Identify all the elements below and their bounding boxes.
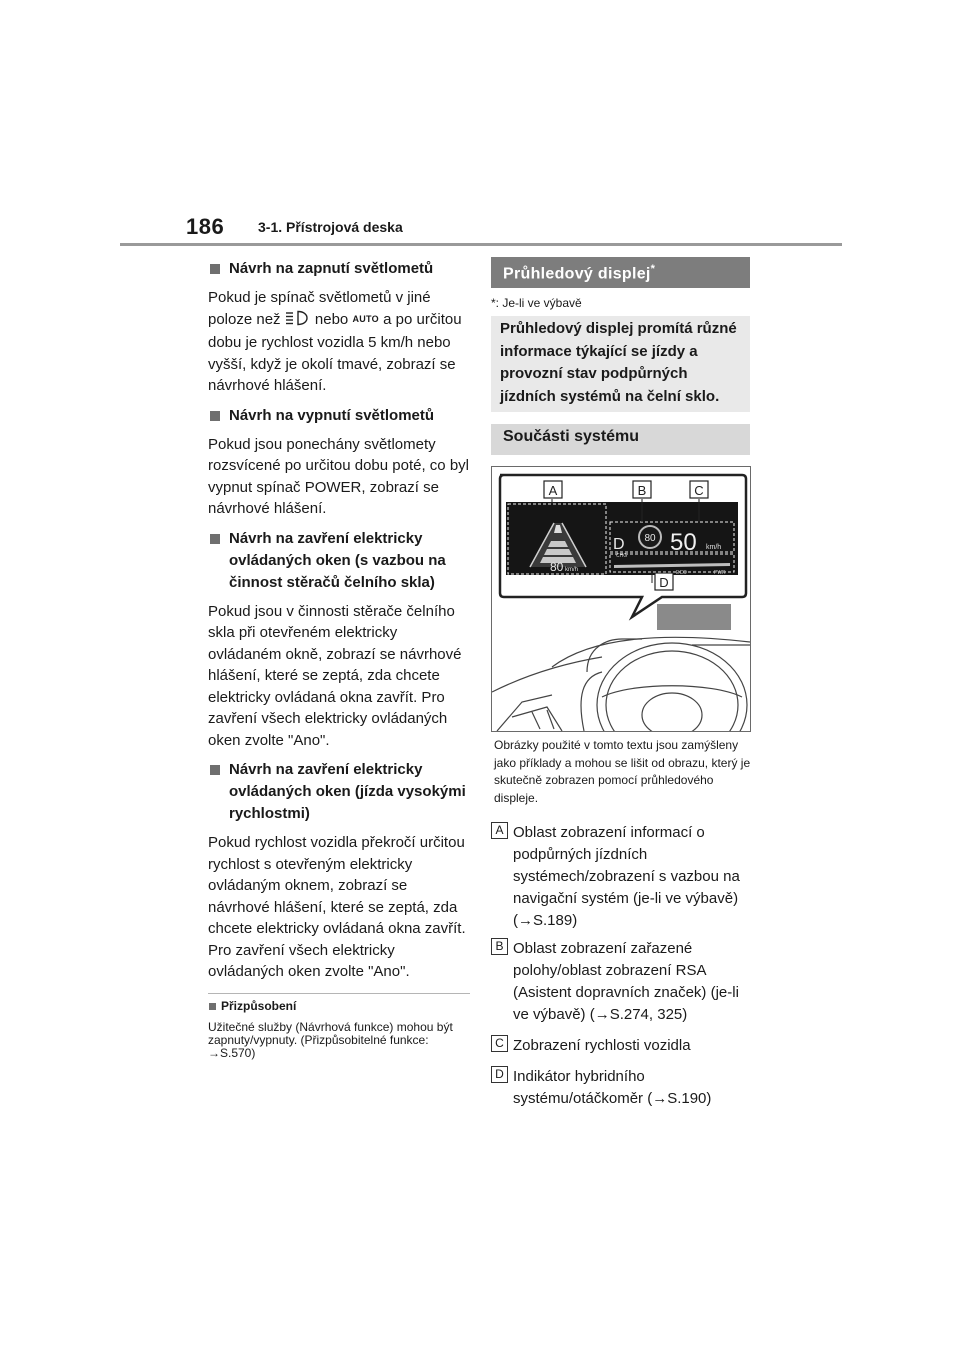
components-title: Součásti systému: [503, 428, 640, 445]
header-rule: [120, 243, 842, 246]
customization-divider: [208, 993, 470, 994]
paragraph-windows-wipers: Pokud jsou v činnosti stěrače čelního skla při otevřeném elektricky ovládaném okně, zobrazí se návrhové hlášení, které se zeptá, zda chcete elektricky ovládaná okna zavřít. Pro zavření všech elektricky ovládaných oken zvolte "Ano".: [208, 602, 462, 749]
subhead-text: Návrh na zapnutí světlometů: [229, 260, 434, 277]
customization-title: [208, 999, 470, 1013]
auto-icon: AUTO: [352, 313, 379, 324]
headlight-icon: [285, 310, 311, 333]
paragraph-windows-speed: Pokud rychlost vozidla překročí určitou rychlost s otevřeným elektricky ovládaným oknem, zobrazí se návrhové hlášení, které se zeptá, zda chcete elektricky ovládaná okna zavřít. Pro zavření všech elektricky ovládaných oken zvolte "Ano".: [208, 834, 466, 980]
hud-illustration-svg: [492, 467, 750, 731]
hud-illustration: [491, 466, 751, 732]
hud-title-text: Průhledový displej: [503, 265, 651, 283]
customization-title-text: Přizpůsobení: [221, 999, 297, 1013]
para-text: nebo: [314, 310, 349, 328]
subhead-text: Návrh na zavření elektricky ovládaných oken (jízda vysokými rychlostmi): [229, 761, 466, 822]
dashboard-lineart: [492, 637, 750, 731]
label-c: C: [694, 483, 704, 498]
subhead-windows-wipers: [208, 528, 470, 594]
para-text: Pokud je spínač světlometů v jiné poloze než: [208, 289, 431, 328]
pwr-label: PWR: [714, 570, 726, 576]
hud-title-mark: *: [650, 263, 656, 275]
label-d: D: [659, 575, 669, 590]
figure-caption: Obrázky použité v tomto textu jsou zamýšleny jako příklady a mohou se lišit od obrazu, který je skutečně zobrazen pomocí průhledového displeje.: [494, 738, 751, 805]
legend-letter: A: [491, 822, 508, 839]
legend-text: Zobrazení rychlosti vozidla: [513, 1037, 691, 1054]
section-title: 3-1. Přístrojová deska: [258, 219, 403, 235]
subhead-text: Návrh na vypnutí světlometů: [229, 406, 435, 424]
sign-value: 80: [644, 533, 656, 544]
legend-item-d: [491, 1066, 756, 1110]
square-bullet-icon: [210, 534, 220, 544]
eco-label: ECO: [676, 570, 687, 576]
footnote: *: Je-li ve výbavě: [491, 296, 582, 310]
legend-item-c: [491, 1035, 756, 1057]
label-b: B: [637, 483, 647, 498]
gear-indicator: D: [613, 536, 625, 553]
square-bullet-icon: [209, 1003, 216, 1010]
square-bullet-icon: [210, 765, 220, 775]
square-bullet-icon: [210, 411, 220, 421]
set-speed-value: 80: [550, 560, 564, 574]
page-number: 186: [186, 214, 225, 239]
square-bullet-icon: [210, 264, 220, 274]
legend-item-a: [491, 822, 756, 932]
legend-text: Indikátor hybridního systému/otáčkoměr (→S.190): [513, 1068, 712, 1107]
subhead-text: Návrh na zavření elektricky ovládaných oken (s vazbou na činnost stěračů čelního skla): [229, 529, 446, 591]
subhead-headlights-on: [208, 258, 470, 280]
legend-letter: B: [491, 938, 508, 955]
customization-text: Užitečné služby (Návrhová funkce) mohou být zapnuty/vypnuty. (Přizpůsobitelné funkce: →S.570): [208, 1020, 453, 1060]
paragraph-headlights-off: Pokud jsou ponechány světlomety rozsvícené po určitou dobu poté, co byl vypnut spínač POWER, zobrazí se návrhové hlášení.: [208, 435, 469, 517]
hud-projector-panel: [657, 604, 731, 630]
hud-title: [503, 263, 655, 283]
intro-text: Průhledový displej promítá různé informace týkající se jízdy a provozní stav podpůrných jízdních systémů na čelní sklo.: [500, 320, 737, 405]
paragraph-headlights-on: [208, 287, 470, 397]
legend-text: Oblast zobrazení informací o podpůrných jízdních systémech/zobrazení s vazbou na navigační systém (je-li ve výbavě) (→S.189): [513, 824, 740, 929]
chg-label: CHG: [616, 553, 628, 559]
legend-letter: D: [491, 1066, 508, 1083]
speed-value: 50: [670, 529, 697, 556]
speed-unit: km/h: [706, 544, 722, 551]
legend-letter: C: [491, 1035, 508, 1052]
label-a: A: [548, 483, 558, 498]
para-text: a po určitou dobu je rychlost vozidla 5 km/h nebo vyšší, když je okolí tmavé, zobrazí se návrhové hlášení.: [208, 310, 462, 394]
legend-text: Oblast zobrazení zařazené polohy/oblast zobrazení RSA (Asistent dopravních značek) (je-li ve výbavě) (→S.274, 325): [513, 940, 739, 1023]
customization-note: [208, 999, 470, 1060]
legend-item-b: [491, 938, 756, 1026]
set-speed-unit: km/h: [565, 567, 579, 573]
subhead-windows-speed: [208, 759, 470, 825]
subhead-headlights-off: [208, 405, 470, 427]
left-column: [208, 252, 470, 991]
